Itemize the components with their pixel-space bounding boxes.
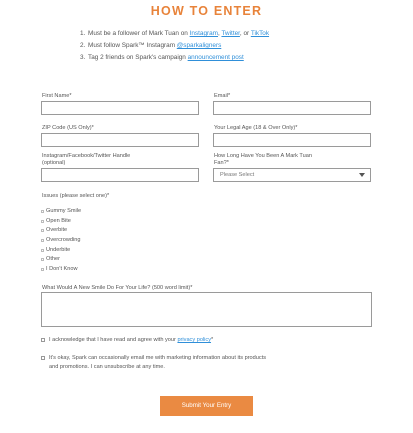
issue-option-other[interactable]: [42, 255, 81, 265]
announcement-post-link[interactable]: announcement post: [187, 54, 244, 61]
zip-input[interactable]: [41, 133, 199, 147]
rule-item-3: [80, 52, 380, 64]
instagram-link[interactable]: Instagram: [189, 30, 219, 37]
submit-entry-button[interactable]: Submit Your Entry: [160, 396, 253, 416]
first-name-input[interactable]: [41, 101, 199, 115]
issue-label: Other: [46, 256, 60, 263]
rule-text: Tag 2 friends on Spark's campaign: [88, 54, 188, 61]
issue-option-open-bite[interactable]: [42, 217, 81, 227]
issue-label: Overbite: [46, 227, 68, 234]
sparkaligners-link[interactable]: @sparkaligners: [176, 42, 222, 49]
rule-text: Must follow Spark™ Instagram: [88, 42, 177, 49]
email-optin-row: [41, 354, 266, 362]
email-input[interactable]: [213, 101, 371, 115]
privacy-acknowledge-checkbox[interactable]: [41, 338, 45, 342]
handle-label-optional: (optional): [42, 160, 66, 166]
checkbox[interactable]: [41, 210, 44, 213]
twitter-link[interactable]: Twitter: [221, 30, 240, 37]
fan-duration-label-line2: Fan?*: [214, 160, 229, 166]
first-name-label: First Name*: [42, 93, 72, 99]
checkbox[interactable]: [41, 268, 44, 271]
checkbox[interactable]: [41, 229, 44, 232]
issue-label: Open Bite: [46, 217, 71, 224]
fan-duration-select[interactable]: [213, 168, 371, 182]
email-optin-text-line2: and promotions. I can unsubscribe at any time.: [49, 364, 165, 370]
rule-separator: ,: [218, 30, 222, 37]
rule-text: Must be a follower of Mark Tuan on: [88, 30, 190, 37]
issues-list: [42, 207, 81, 275]
checkbox[interactable]: [41, 249, 44, 252]
age-label: Your Legal Age (18 & Over Only)*: [214, 125, 298, 131]
checkbox[interactable]: [41, 220, 44, 223]
issue-label: Gummy Smile: [46, 208, 82, 214]
email-optin-row-line2: [49, 363, 165, 371]
issue-option-gummy-smile[interactable]: [42, 207, 81, 217]
privacy-acknowledge-text: I acknowledge that I have read and agree with your: [49, 337, 178, 343]
handle-label: Instagram/Facebook/Twitter Handle: [42, 153, 131, 159]
issue-option-overbite[interactable]: [42, 226, 81, 236]
new-smile-textarea[interactable]: [41, 292, 372, 327]
required-mark: *: [211, 337, 214, 343]
privacy-policy-link[interactable]: privacy policy: [177, 337, 212, 343]
handle-input[interactable]: [41, 168, 199, 182]
issue-option-dont-know[interactable]: [42, 265, 81, 275]
checkbox[interactable]: [41, 258, 44, 261]
issues-label: Issues (please select one)*: [42, 193, 110, 199]
rule-item-1: [80, 28, 380, 40]
rule-item-2: [80, 40, 380, 52]
issue-option-underbite[interactable]: [42, 246, 81, 256]
checkbox[interactable]: [41, 239, 44, 242]
rule-number: 3.: [80, 54, 86, 61]
page-title: HOW TO ENTER: [150, 4, 263, 18]
rule-number: 2.: [80, 42, 86, 49]
zip-label: ZIP Code (US Only)*: [42, 125, 94, 131]
rule-number: 1.: [80, 30, 86, 37]
fan-duration-label: How Long Have You Been A Mark Tuan: [214, 153, 312, 159]
fan-duration-select-value: Please Select: [220, 172, 255, 178]
issue-option-overcrowding[interactable]: [42, 236, 81, 246]
email-optin-checkbox[interactable]: [41, 356, 45, 360]
issue-label: I Don't Know: [46, 266, 78, 273]
issue-label: Underbite: [46, 246, 71, 253]
privacy-acknowledge-row: [41, 336, 213, 344]
rules-list: [80, 28, 380, 64]
age-input[interactable]: [213, 133, 371, 147]
issue-label: Overcrowding: [46, 237, 81, 244]
new-smile-label: What Would A New Smile Do For Your Life? (500 word limit)*: [42, 285, 193, 291]
email-optin-text: It's okay, Spark can occasionally email me with marketing information about its products: [49, 355, 267, 361]
email-label: Email*: [214, 93, 231, 99]
tiktok-link[interactable]: TikTok: [250, 30, 270, 37]
rule-separator: , or: [239, 30, 251, 37]
chevron-down-icon: [359, 173, 365, 177]
